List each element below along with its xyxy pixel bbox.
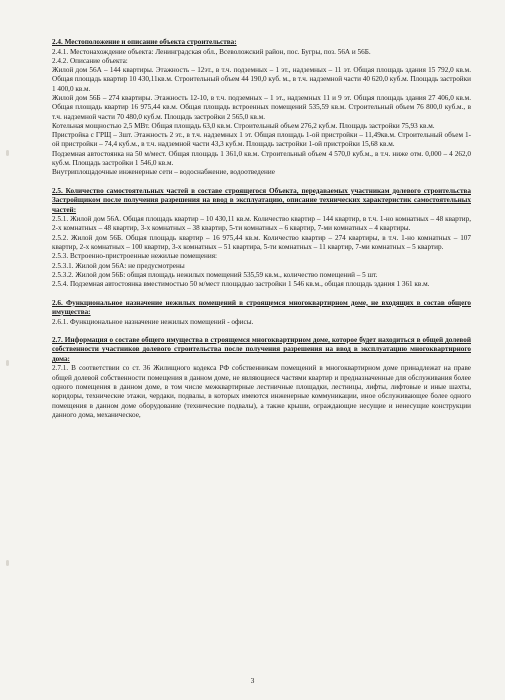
binder-hole: [6, 360, 9, 366]
paragraph: 2.5.2. Жилой дом 56Б. Общая площадь квартир – 16 975,44 кв.м. Количество квартир – 274 квартиры, в т.ч. 1-но комнатных – 107 квартир, 2-х комнатных – 100 квартир, 3-х комнатных – 51 квартира, 5-ти комнатных – 11 квартир, 7-ми комнатных – 5 квартир.: [52, 233, 471, 252]
paragraph: 2.4.2. Описание объекта:: [52, 56, 128, 65]
section-2-6-heading: 2.6. Функциональное назначение нежилых помещений в строящемся многоквартирном доме, не входящих в состав общего имущества:: [52, 298, 471, 317]
binder-hole: [6, 560, 9, 566]
paragraph: 2.7.1. В соответствии со ст. 36 Жилищного кодекса РФ собственникам помещений в многоквартирном доме принадлежат на праве общей долевой собственности помещения в данном доме, не являющиеся частями квартир и предназначенные для обслуживания более одного помещения в данном доме, в том числе межквартирные лестничные площадки, лестницы, лифты, лифтовые и иные шахты, коридоры, технические этажи, чердаки, подвалы, в которых имеются инженерные коммуникации, иное обслуживающее более одного помещения в данном доме оборудование (технические подвалы), а также крыши, ограждающие несущие и ненесущие конструкции данного дома, механическое,: [52, 364, 471, 419]
paragraph: Жилой дом 56Б – 274 квартиры. Этажность 12-10, в т.ч. подземных – 1 эт., надземных 11 и 9 эт. Общая площадь здания 27 406,0 кв.м. Общая площадь квартир 16 975,44 кв.м. Общая площадь встроенных помещений 535,59 кв.м. Строительный объем 76 800,0 куб.м., в т.ч. надземной части 70 480,0 куб.м. Площадь застройки 2 565,0 кв.м.: [52, 93, 471, 121]
section-2-7-heading: 2.7. Информация о составе общего имущества в строящемся многоквартирном доме, которое будет находиться в общей долевой собственности участников долевого строительства после получения разрешения на ввод в эксплуатацию многоквартирного дома:: [52, 335, 471, 363]
paragraph: 2.5.3.2. Жилой дом 56Б: общая площадь нежилых помещений 535,59 кв.м., количество помещений – 5 шт.: [52, 270, 378, 279]
paragraph: Котельная мощностью 2,5 МВт. Общая площадь 63,0 кв.м. Строительный объем 276,2 куб.м. Площадь застройки 75,93 кв.м.: [52, 121, 435, 130]
paragraph: 2.4.1. Местонахождение объекта: Ленинградская обл., Всеволожский район, пос. Бугры, поз. 56А и 56Б.: [52, 47, 371, 56]
paragraph: Подземная автостоянка на 50 м/мест. Общая площадь 1 361,0 кв.м. Строительный объем 4 570,0 куб.м., в т.ч. ниже отм. 0,000 – 4 262,0 куб.м. Площадь застройки 1 546,0 кв.м.: [52, 149, 471, 168]
paragraph: 2.5.3. Встроенно-пристроенные нежилые помещения:: [52, 252, 218, 261]
paragraph: Жилой дом 56А – 144 квартиры. Этажность – 12эт., в т.ч. подземных – 1 эт., надземных – 11 эт. Общая площадь здания 15 792,0 кв.м. Общая площадь квартир 10 430,11кв.м. Строительный объем 44 190,0 куб. м., в т.ч. надземной части 40 620,0 куб.м. Площадь застройки 1 400,0 кв.м.: [52, 66, 471, 93]
paragraph: 2.5.1. Жилой дом 56А. Общая площадь квартир – 10 430,11 кв.м. Количество квартир – 144 квартир, в т.ч. 1-но комнатных – 48 квартир, 2-х комнатных – 48 квартир, 3-х комнатных – 38 квартир, 5-ти комнатных – 6 квартир, 7-ми комнатных – 4 квартиры.: [52, 215, 471, 233]
paragraph: Пристройка с ГРЩ – 3шт. Этажность 2 эт., в т.ч. надземных 1 эт. Общая площадь 1-ой пристройки – 11,49кв.м. Строительный объем 1-ой пристройки – 74,4 куб.м., в т.ч. надземной части 43,3 куб.м. Площадь застройки 1-ой пристройки 15,68 кв.м.: [52, 131, 471, 149]
section-2-5-heading: 2.5. Количество самостоятельных частей в составе строящегося Объекта, передаваемых участникам долевого строительства Застройщиком после получения разрешения на ввод в эксплуатацию, описание технических характеристик самостоятельных частей:: [52, 186, 471, 214]
paragraph: Внутриплощадочные инженерные сети – водоснабжение, водоотведение: [52, 168, 275, 177]
paragraph: 2.5.4. Подземная автостоянка вместимостью 50 м/мест площадью застройки 1 546 кв.м., общая площадь здания 1 361 кв.м.: [52, 280, 430, 289]
page-number: 3: [250, 676, 255, 685]
paragraph: 2.5.3.1. Жилой дом 56А: не предусмотрены: [52, 261, 185, 270]
paragraph: 2.6.1. Функциональное назначение нежилых помещений - офисы.: [52, 317, 254, 326]
binder-hole: [6, 150, 9, 156]
section-2-4-heading: 2.4. Местоположение и описание объекта строительства:: [52, 38, 237, 46]
